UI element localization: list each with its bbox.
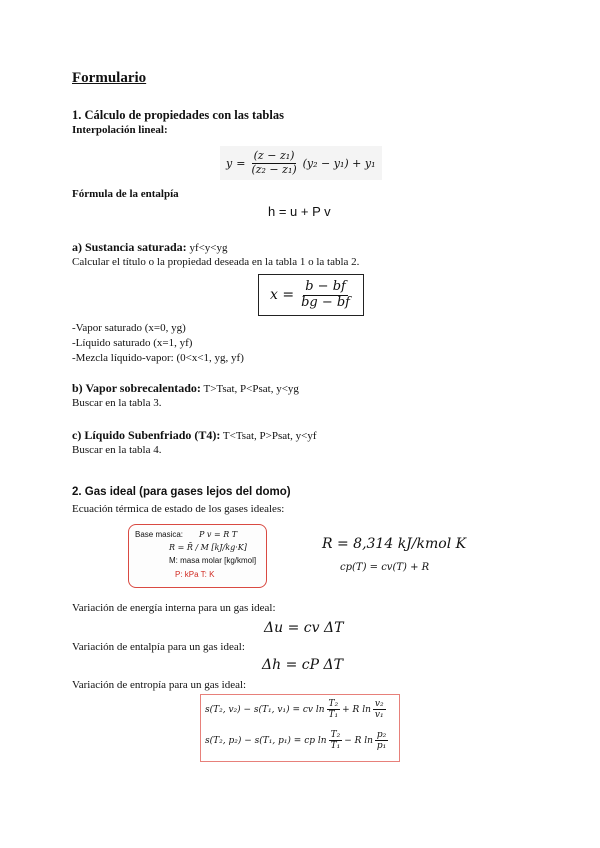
- entropy-label: Variación de entropía para un gas ideal:: [72, 679, 247, 691]
- entropy-tp-lhs: s(T₂, p₂) − s(T₁, p₁) = cp ln: [205, 735, 327, 746]
- entropy-tv-lhs: s(T₂, v₂) − s(T₁, v₁) = cv ln: [205, 704, 325, 715]
- interp-numerator: (z − z₁): [253, 148, 295, 162]
- interpolation-formula: [220, 146, 382, 180]
- subcooled-description: Buscar en la tabla 4.: [72, 444, 162, 456]
- entropy-tp-t-den: T₁: [330, 741, 341, 752]
- entropy-tp-t-num: T₂: [330, 730, 341, 740]
- page-title: Formulario: [72, 70, 147, 86]
- entropy-tp-p-den: p₁: [376, 741, 387, 752]
- saturated-item-vapor: -Vapor saturado (x=0, yg): [72, 322, 186, 334]
- entropy-tp-temp-ratio: [329, 730, 343, 752]
- section-1-heading: 1. Cálculo de propiedades con las tablas: [72, 108, 284, 122]
- subcooled-heading-line: [72, 428, 317, 443]
- quality-lhs: x =: [269, 287, 295, 303]
- r-universal-value: R = 8,314 kJ/kmol K: [322, 536, 467, 552]
- entropy-tp-mid: − R ln: [344, 735, 373, 746]
- cp-cv-relation: cp(T) = cv(T) + R: [340, 562, 430, 573]
- molar-mass-definition: M: masa molar [kg/kmol]: [169, 556, 257, 565]
- entropy-tp-formula: [205, 730, 388, 752]
- saturated-condition: yf<y<yg: [189, 242, 228, 254]
- entropy-formula-box: [200, 694, 400, 762]
- internal-energy-formula: Δu = cv ΔT: [264, 620, 344, 636]
- subcooled-heading: c) Líquido Subenfriado (T4):: [72, 428, 221, 442]
- interp-fraction: [249, 150, 298, 176]
- quality-formula-box: [258, 274, 364, 316]
- interp-denominator: (z₂ − z₁): [251, 162, 297, 176]
- interp-equals: =: [236, 156, 246, 170]
- quality-numerator: b − bf: [305, 278, 346, 294]
- entropy-tv-v-num: v₂: [374, 699, 384, 709]
- saturated-heading-line: [72, 240, 228, 255]
- superheated-description: Buscar en la tabla 3.: [72, 397, 162, 409]
- subcooled-condition: T<Tsat, P>Psat, y<yf: [222, 430, 317, 442]
- entropy-tp-p-num: p₂: [376, 730, 387, 740]
- interpolation-label: Interpolación lineal:: [72, 124, 168, 136]
- entropy-tv-mid: + R ln: [342, 704, 371, 715]
- r-definition: R = R̄ / M [kJ/kg·K]: [169, 543, 247, 552]
- internal-energy-label: Variación de energía interna para un gas ideal:: [72, 602, 276, 614]
- interp-y: y: [226, 156, 233, 170]
- interp-tail: (y₂ − y₁) + y₁: [302, 156, 376, 170]
- enthalpy-label: Fórmula de la entalpía: [72, 188, 179, 200]
- section-2-heading: 2. Gas ideal (para gases lejos del domo): [72, 486, 291, 498]
- enthalpy-change-label: Variación de entalpía para un gas ideal:: [72, 641, 245, 653]
- quality-fraction: [299, 280, 352, 311]
- saturated-item-mixture: -Mezcla líquido-vapor: (0<x<1, yg, yf): [72, 352, 244, 364]
- entropy-tv-v-den: v₁: [374, 710, 384, 721]
- enthalpy-change-formula: Δh = cP ΔT: [262, 657, 343, 673]
- entropy-tp-press-ratio: [375, 730, 388, 752]
- entropy-tv-t-den: T₁: [328, 710, 339, 721]
- quality-denominator: bg − bf: [301, 294, 350, 310]
- entropy-tv-formula: [205, 699, 386, 721]
- superheated-heading-line: [72, 381, 299, 396]
- entropy-tv-temp-ratio: [327, 699, 341, 721]
- base-masica-label: Base masica:: [135, 530, 184, 539]
- units-note: P: kPa T: K: [175, 570, 215, 579]
- superheated-condition: T>Tsat, P<Psat, y<yg: [203, 383, 299, 395]
- pv-rt-formula: P v = R T: [199, 530, 238, 539]
- superheated-heading: b) Vapor sobrecalentado:: [72, 381, 201, 395]
- ideal-gas-box: [128, 524, 267, 588]
- eos-label: Ecuación térmica de estado de los gases ideales:: [72, 503, 285, 515]
- saturated-item-liquid: -Líquido saturado (x=1, yf): [72, 337, 193, 349]
- saturated-heading: a) Sustancia saturada:: [72, 240, 187, 254]
- saturated-description: Calcular el título o la propiedad deseada en la tabla 1 o la tabla 2.: [72, 256, 360, 268]
- entropy-tv-vol-ratio: [373, 699, 386, 721]
- enthalpy-formula: h = u + P v: [268, 204, 331, 219]
- entropy-tv-t-num: T₂: [328, 699, 339, 709]
